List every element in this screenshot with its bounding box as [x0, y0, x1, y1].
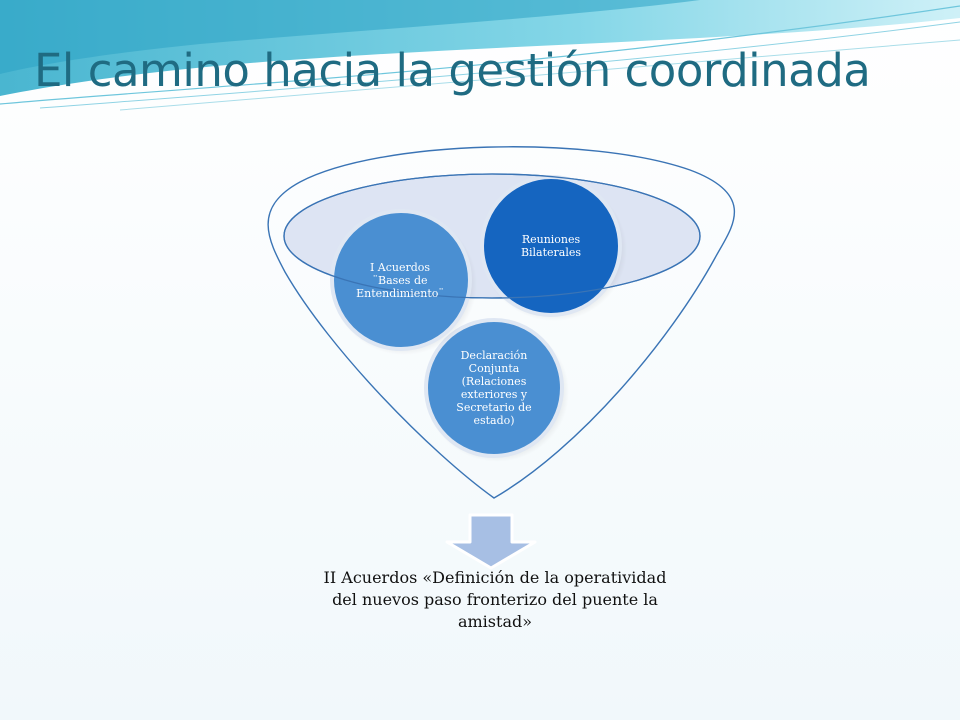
slide-title: El camino hacia la gestión coordinada	[34, 44, 871, 97]
result-text: II Acuerdos «Definición de la operatividad del nuevos paso fronterizo del puente la amistad»	[323, 568, 667, 631]
circle-label-acuerdos: I Acuerdos ¨Bases de Entendimiento¨	[356, 260, 444, 300]
circle-label-reuniones: Reuniones Bilaterales	[520, 233, 582, 259]
circle-label-declaracion: Declaración Conjunta (Relaciones exteriores y Secretario de estado)	[456, 349, 532, 427]
